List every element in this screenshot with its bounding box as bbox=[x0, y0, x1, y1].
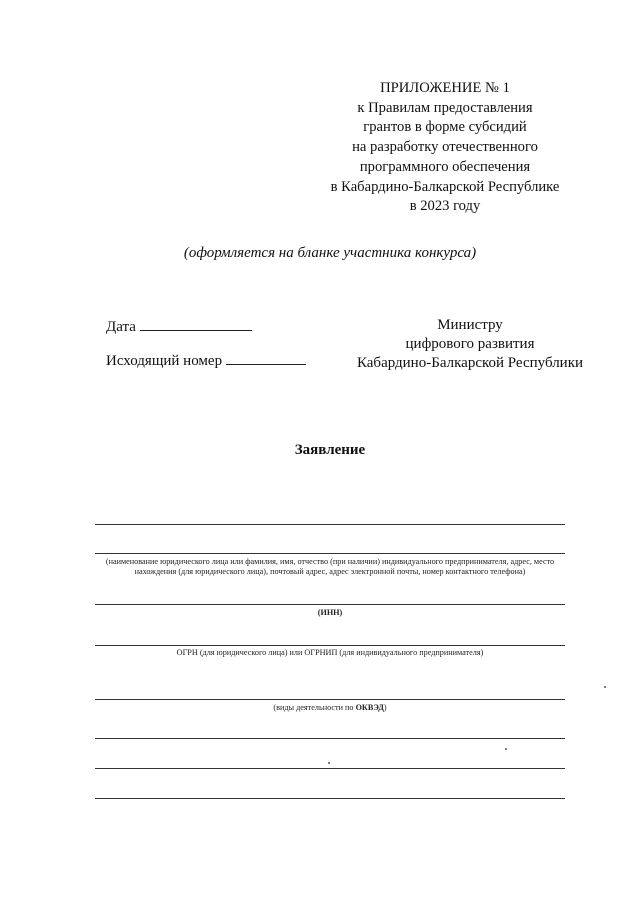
date-label: Дата bbox=[106, 319, 136, 335]
okved-caption-prefix: (виды деятельности по bbox=[273, 703, 356, 712]
appendix-line-software: программного обеспечения bbox=[359, 158, 531, 175]
ogrn-caption: ОГРН (для юридического лица) или ОГРНИП (для индивидуального предпринимателя) bbox=[176, 648, 484, 657]
date-field[interactable] bbox=[140, 316, 252, 331]
blank-line-3[interactable] bbox=[95, 798, 565, 799]
appendix-line-rules: к Правилам предоставления bbox=[357, 99, 533, 116]
applicant-line-2[interactable] bbox=[95, 553, 565, 554]
outgoing-number-field[interactable] bbox=[226, 350, 306, 365]
outgoing-number-label: Исходящий номер bbox=[106, 353, 223, 369]
okved-line[interactable] bbox=[95, 699, 565, 700]
applicant-line-1[interactable] bbox=[95, 524, 565, 525]
blank-line-2[interactable] bbox=[95, 768, 565, 769]
scan-speck bbox=[604, 686, 606, 688]
appendix-line-year: в 2023 году bbox=[409, 198, 481, 215]
addressee-block bbox=[340, 316, 600, 373]
applicant-caption: (наименование юридического лица или фамилия, имя, отчество (при наличии) индивидуального предпринимателя, адрес, место нахождения (для юридического лица), почтовый адрес, адрес электронной почты, номер контактного телефона) bbox=[105, 557, 555, 576]
okved-caption bbox=[90, 703, 570, 713]
inn-line[interactable] bbox=[95, 604, 565, 605]
appendix-line-grants: грантов в форме субсидий bbox=[363, 119, 527, 136]
outgoing-number-row bbox=[106, 350, 306, 370]
document-title: Заявление bbox=[294, 442, 366, 458]
inn-caption: (ИНН) bbox=[317, 608, 343, 617]
appendix-line-development: на разработку отечественного bbox=[352, 139, 538, 156]
scan-speck bbox=[505, 748, 507, 750]
blank-line-1[interactable] bbox=[95, 738, 565, 739]
document-fields bbox=[106, 316, 306, 370]
okved-caption-code: ОКВЭД bbox=[355, 703, 384, 712]
scan-speck bbox=[328, 762, 330, 764]
ogrn-line[interactable] bbox=[95, 645, 565, 646]
letterhead-note: (оформляется на бланке участника конкурса) bbox=[183, 245, 477, 261]
date-row bbox=[106, 316, 306, 336]
addressee-line-minister: Министру bbox=[437, 317, 503, 333]
addressee-line-ministry: цифрового развития bbox=[405, 336, 535, 352]
okved-caption-suffix: ) bbox=[383, 703, 387, 712]
appendix-header bbox=[300, 79, 590, 217]
addressee-line-republic: Кабардино-Балкарской Республики bbox=[356, 355, 584, 371]
appendix-line-republic: в Кабардино-Балкарской Республике bbox=[330, 178, 560, 195]
appendix-line-number: ПРИЛОЖЕНИЕ № 1 bbox=[380, 80, 510, 96]
